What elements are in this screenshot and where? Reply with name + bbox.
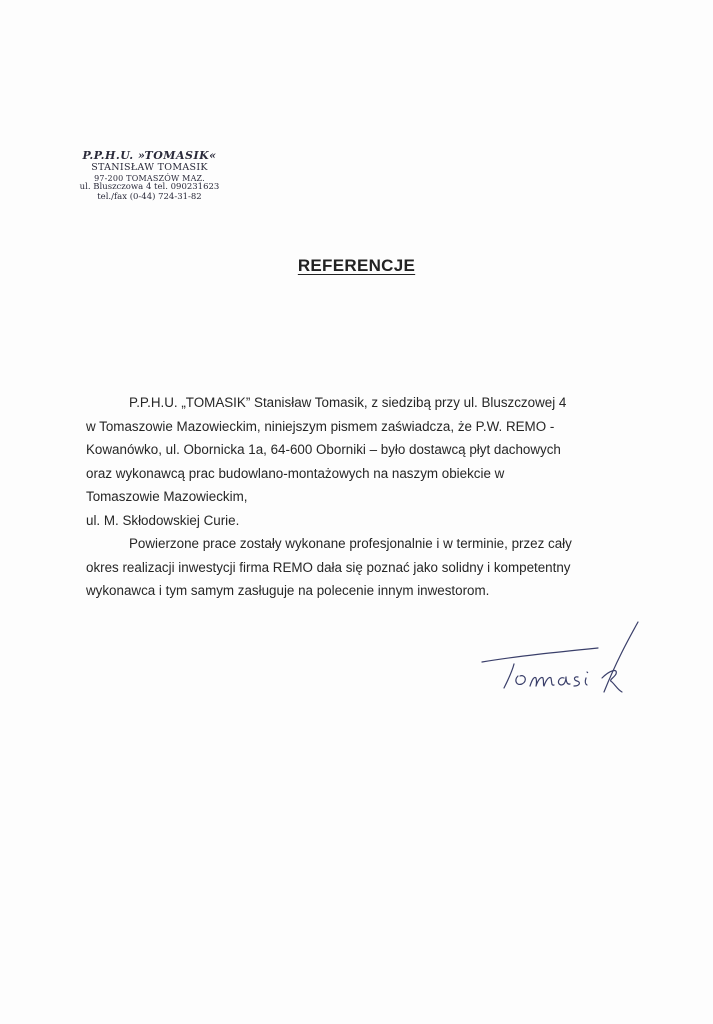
stamp-postal-city: 97-200 TOMASZÓW MAZ. xyxy=(94,173,205,183)
paragraph-2-line: wykonawca i tym samym zasługuje na polecenie innym inwestorom. xyxy=(86,583,490,598)
paragraph-1-line: oraz wykonawcą prac budowlano-montażowych na naszym obiekcie w xyxy=(86,465,505,481)
letter-body xyxy=(86,391,646,603)
stamp-address-phone: ul. Bluszczowa 4 tel. 090231623 xyxy=(79,181,220,192)
company-stamp xyxy=(62,150,237,202)
signature-drawing xyxy=(478,618,648,698)
paragraph-1-line: w Tomaszowie Mazowieckim, niniejszym pismem zaświadcza, że P.W. REMO - xyxy=(86,418,555,434)
paragraph-1-line: ul. M. Skłodowskiej Curie. xyxy=(86,512,240,528)
document-title: REFERENCJE xyxy=(297,256,416,275)
stamp-company-name: P.P.H.U. »TOMASIK« xyxy=(82,149,217,162)
paragraph-1-line: Tomaszowie Mazowieckim, xyxy=(86,489,248,504)
paragraph-2-line: okres realizacji inwestycji firma REMO dała się poznać jako solidny i kompetentny xyxy=(86,559,571,575)
paragraph-1-line: P.P.H.U. „TOMASIK” Stanisław Tomasik, z siedzibą przy ul. Bluszczowej 4 xyxy=(129,395,567,410)
stamp-owner-name: STANISŁAW TOMASIK xyxy=(91,161,208,173)
paragraph-2-line: Powierzone prace zostały wykonane profesjonalnie i w terminie, przez cały xyxy=(129,536,572,551)
paragraph-1-line: Kowanówko, ul. Obornicka 1a, 64-600 Oborniki – było dostawcą płyt dachowych xyxy=(86,442,561,457)
stamp-fax: tel./fax (0-44) 724-31-82 xyxy=(97,191,202,202)
handwritten-signature xyxy=(478,618,648,698)
